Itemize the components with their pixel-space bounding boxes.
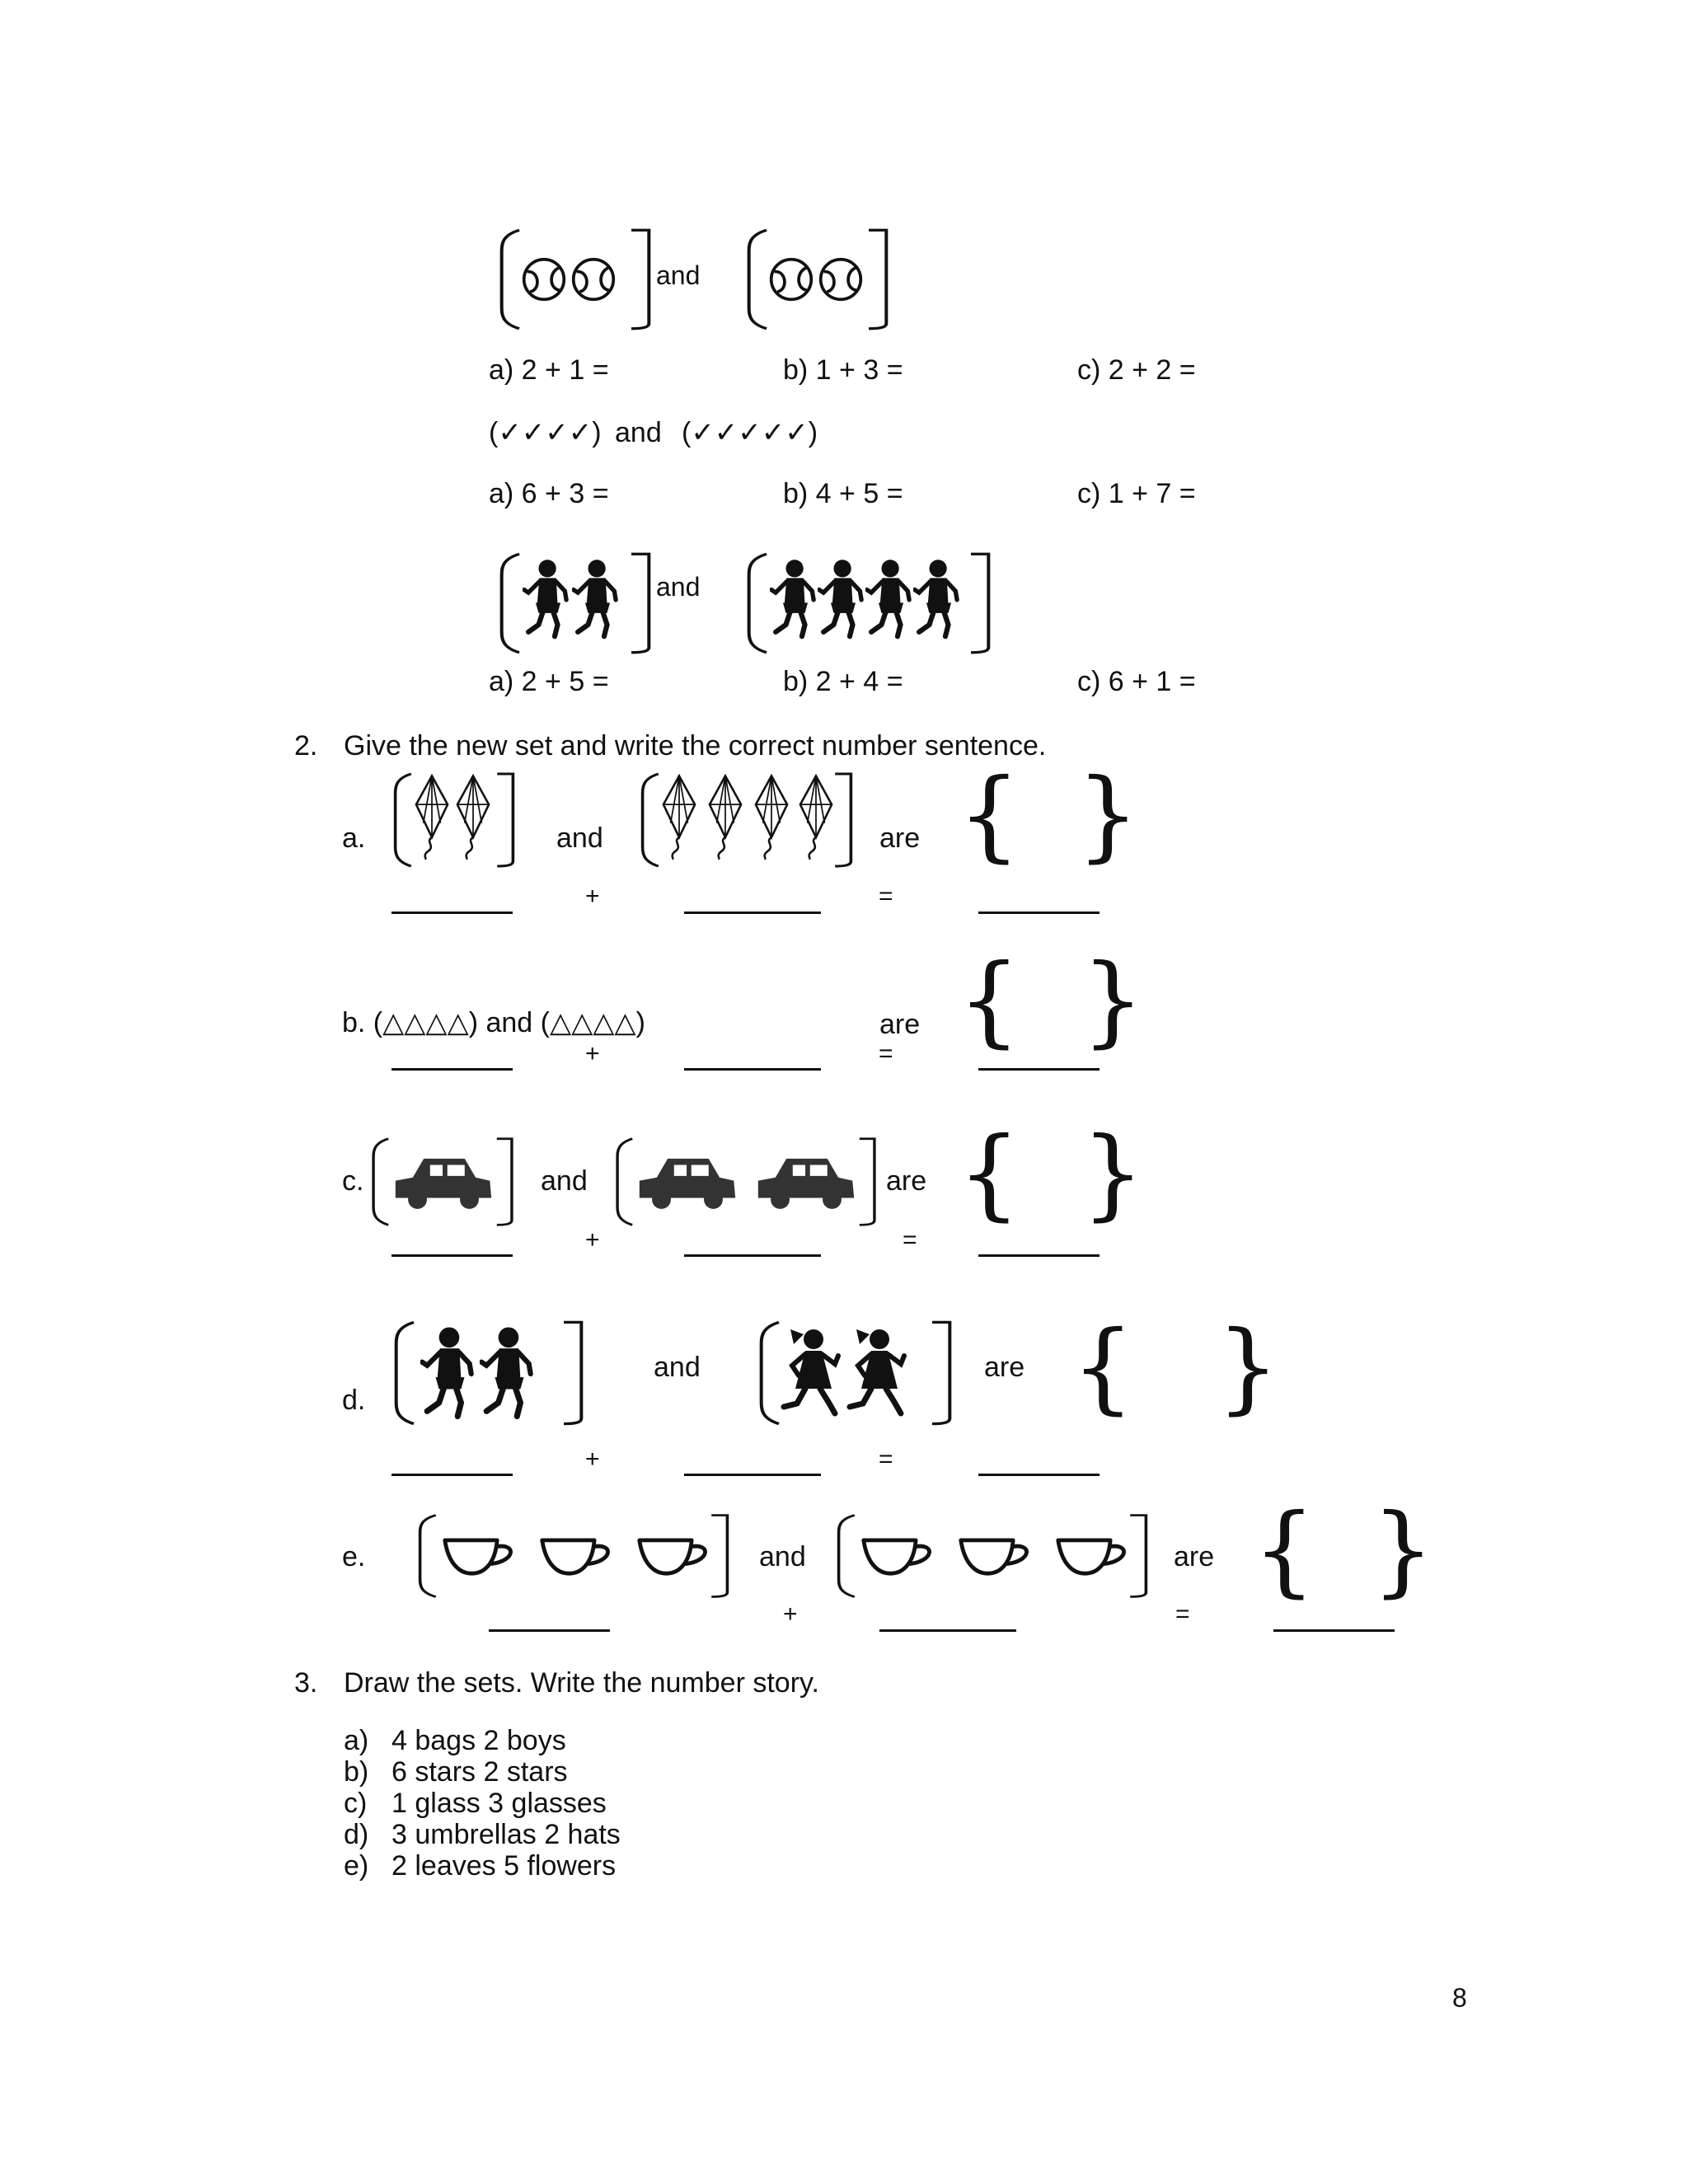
- sum-a: a) 2 + 1 =: [489, 354, 609, 386]
- kite-icon: [410, 771, 453, 861]
- boy-icon: [770, 555, 821, 643]
- and-label: and: [654, 1352, 701, 1383]
- answer-set-brace: [958, 1117, 1145, 1235]
- sum-a: a) 2 + 5 =: [489, 666, 609, 697]
- list-letter: e): [344, 1850, 369, 1882]
- answer-blank[interactable]: [978, 1254, 1100, 1257]
- answer-blank[interactable]: [978, 912, 1100, 914]
- are-label: are: [984, 1352, 1025, 1383]
- number-story-list: [344, 1725, 621, 1882]
- and-label: and: [615, 417, 662, 448]
- equals-sign: =: [1175, 1601, 1190, 1628]
- girl-icon: [846, 1322, 912, 1424]
- boy-icon: [818, 555, 869, 643]
- list-letter: a): [344, 1725, 369, 1756]
- triangle-sets: b. (△△△△) and (△△△△): [342, 1007, 645, 1038]
- list-text: 1 glass 3 glasses: [392, 1788, 607, 1819]
- plus-sign: +: [783, 1601, 798, 1628]
- sum-b: b) 2 + 4 =: [783, 666, 903, 697]
- kite-icon: [452, 771, 495, 861]
- item-label: e.: [342, 1541, 366, 1572]
- sum-c: c) 2 + 2 =: [1077, 354, 1196, 386]
- car-set-right: [610, 1136, 882, 1228]
- list-text: 2 leaves 5 flowers: [392, 1850, 617, 1882]
- question-number: 2.: [294, 730, 318, 762]
- ball-icon: [768, 256, 814, 302]
- svg-text:{: {: [958, 1117, 1021, 1231]
- answer-set-brace: [958, 758, 1140, 877]
- item-label: a.: [342, 823, 366, 854]
- answer-blank[interactable]: [392, 1474, 513, 1476]
- sum-a: a) 6 + 3 =: [489, 478, 609, 509]
- plus-sign: +: [585, 883, 600, 910]
- are-label: are: [879, 823, 921, 854]
- and-label: and: [656, 572, 701, 602]
- cup-set-right: [831, 1512, 1154, 1600]
- list-item: [344, 1725, 621, 1756]
- answer-blank[interactable]: [1273, 1629, 1395, 1632]
- list-text: 3 umbrellas 2 hats: [392, 1819, 621, 1850]
- and-label: and: [656, 260, 701, 290]
- answer-set-brace: [1071, 1310, 1280, 1429]
- svg-text:}: }: [1372, 1493, 1435, 1608]
- boy-icon: [420, 1322, 480, 1424]
- boy-set: [387, 1319, 590, 1427]
- cup-icon: [635, 1534, 714, 1582]
- item-label: c.: [342, 1165, 364, 1197]
- car-icon: [392, 1152, 495, 1212]
- cup-icon: [1053, 1534, 1132, 1582]
- svg-text:}: }: [1217, 1310, 1280, 1425]
- list-text: 4 bags 2 boys: [392, 1725, 566, 1756]
- svg-text:{: {: [1071, 1310, 1135, 1425]
- answer-blank[interactable]: [684, 912, 821, 914]
- answer-blank[interactable]: [392, 1068, 513, 1071]
- answer-blank[interactable]: [978, 1068, 1100, 1071]
- sum-c: c) 1 + 7 =: [1077, 478, 1196, 509]
- boy-icon: [572, 555, 623, 643]
- tick-set-right: (✓✓✓✓✓): [682, 417, 818, 448]
- kite-icon: [658, 771, 701, 861]
- cup-set-left: [412, 1512, 735, 1600]
- are-label: are: [879, 1009, 921, 1040]
- list-item: [344, 1756, 621, 1788]
- answer-blank[interactable]: [879, 1629, 1016, 1632]
- ball-icon: [570, 256, 617, 302]
- and-label: and: [556, 823, 603, 854]
- plus-sign: +: [585, 1040, 600, 1067]
- answer-blank[interactable]: [489, 1629, 610, 1632]
- answer-set-brace: [1253, 1493, 1435, 1612]
- svg-text:}: }: [1081, 944, 1145, 1058]
- ball-icon: [818, 256, 864, 302]
- cup-icon: [956, 1534, 1035, 1582]
- answer-blank[interactable]: [684, 1068, 821, 1071]
- equals-sign: =: [879, 1446, 893, 1473]
- equals-sign: =: [879, 883, 893, 910]
- kite-icon: [704, 771, 747, 861]
- question-instruction: Give the new set and write the correct number sentence.: [344, 730, 1047, 762]
- boy-icon: [480, 1322, 539, 1424]
- answer-set-brace: [958, 944, 1145, 1062]
- list-letter: b): [344, 1756, 369, 1788]
- list-letter: d): [344, 1819, 369, 1850]
- and-label: and: [541, 1165, 588, 1197]
- car-set-left: [366, 1136, 519, 1228]
- ball-set-right: [740, 227, 897, 332]
- answer-blank[interactable]: [978, 1474, 1100, 1476]
- boy-set-right: [740, 551, 996, 656]
- question-number: 3.: [294, 1667, 318, 1699]
- answer-blank[interactable]: [392, 912, 513, 914]
- girl-icon: [781, 1322, 846, 1424]
- boy-icon: [523, 555, 574, 643]
- kite-icon: [750, 771, 793, 861]
- svg-text:}: }: [1081, 1117, 1145, 1231]
- list-item: [344, 1850, 621, 1882]
- ball-icon: [521, 256, 567, 302]
- are-label: are: [1174, 1541, 1215, 1572]
- boy-icon: [865, 555, 917, 643]
- are-label: are: [886, 1165, 927, 1197]
- equals-sign: =: [879, 1040, 893, 1067]
- and-label: and: [759, 1541, 806, 1572]
- equals-sign: =: [903, 1226, 917, 1254]
- sum-c: c) 6 + 1 =: [1077, 666, 1196, 697]
- car-icon: [636, 1152, 738, 1212]
- kite-set-left: [387, 771, 519, 869]
- girl-set: [753, 1319, 959, 1427]
- question-instruction: Draw the sets. Write the number story.: [344, 1667, 819, 1699]
- page-number: 8: [1452, 1983, 1467, 2013]
- svg-text:{: {: [1253, 1493, 1316, 1608]
- cup-icon: [859, 1534, 938, 1582]
- cup-icon: [537, 1534, 617, 1582]
- sum-b: b) 4 + 5 =: [783, 478, 903, 509]
- list-letter: c): [344, 1788, 368, 1819]
- plus-sign: +: [585, 1226, 600, 1254]
- ball-set-left: [493, 227, 656, 332]
- list-item: [344, 1819, 621, 1850]
- svg-text:{: {: [958, 758, 1021, 873]
- kite-set-right: [635, 771, 859, 869]
- boy-icon: [913, 555, 964, 643]
- list-text: 6 stars 2 stars: [392, 1756, 568, 1788]
- sum-b: b) 1 + 3 =: [783, 354, 903, 386]
- answer-blank[interactable]: [392, 1254, 513, 1257]
- car-icon: [755, 1152, 857, 1212]
- svg-text:{: {: [958, 944, 1021, 1058]
- tick-set-left: (✓✓✓✓): [489, 417, 602, 448]
- plus-sign: +: [585, 1446, 600, 1473]
- item-label: d.: [342, 1385, 366, 1416]
- svg-text:}: }: [1076, 758, 1140, 873]
- cup-icon: [440, 1534, 519, 1582]
- boy-set-left: [493, 551, 656, 656]
- answer-blank[interactable]: [684, 1474, 821, 1476]
- answer-blank[interactable]: [684, 1254, 821, 1257]
- list-item: [344, 1788, 621, 1819]
